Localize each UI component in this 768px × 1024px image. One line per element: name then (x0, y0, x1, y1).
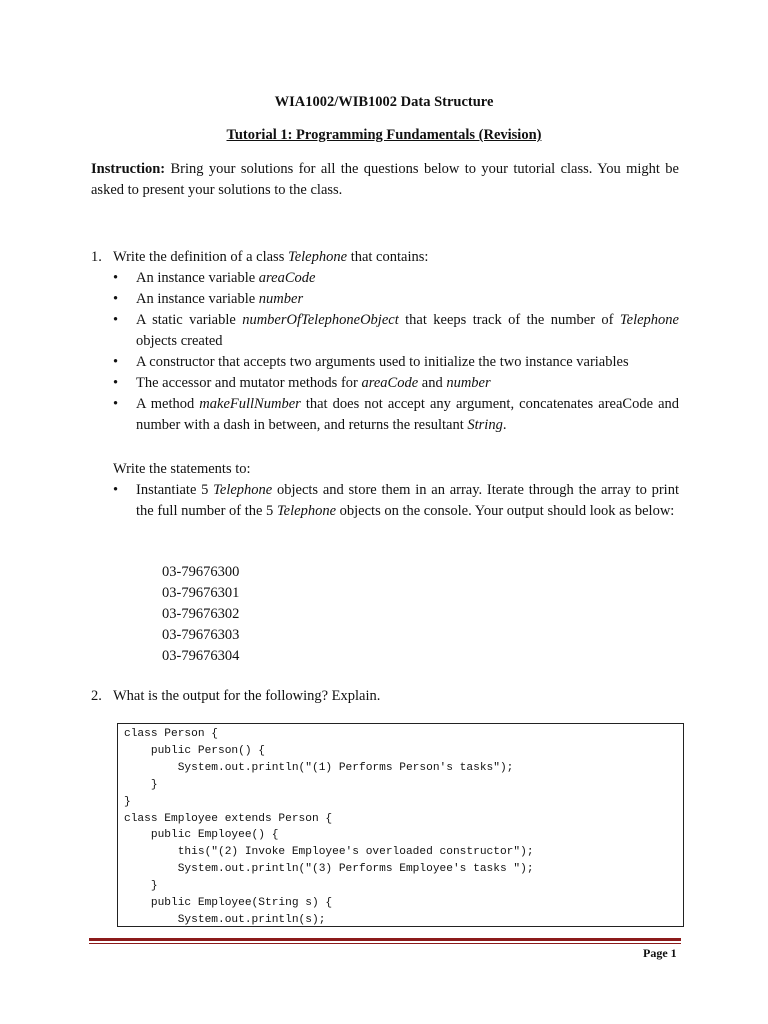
bullet-icon: • (113, 482, 119, 498)
bullet-icon: • (113, 312, 119, 328)
item-emphasis: Telephone (276, 503, 337, 519)
list-item (113, 480, 679, 522)
instruction-text: Bring your solutions for all the questions below to your tutorial class. You might be asked to present your solutions to the class. (91, 161, 679, 198)
item-emphasis: Telephone (213, 482, 273, 498)
statements-heading: Write the statements to: (113, 461, 251, 477)
item-text: that keeps track of the number of (398, 312, 620, 328)
course-title: WIA1002/WIB1002 Data Structure (274, 94, 494, 110)
item-text: and (418, 375, 447, 391)
list-item (113, 310, 679, 352)
item-text: objects and store them in an array. Iterate through the array to print the full number of the 5 (136, 482, 679, 519)
item-text: Instantiate 5 (136, 482, 214, 498)
list-item (113, 394, 679, 436)
code-line: System.out.println("(1) Performs Person's tasks"); (124, 761, 514, 774)
code-line: public Person() { (124, 744, 265, 757)
item-emphasis: numberOfTelephoneObject (242, 312, 399, 328)
item-text: A static variable (136, 312, 243, 328)
item-emphasis: areaCode (361, 375, 419, 391)
question-1-prefix: Write the definition of a class (113, 249, 288, 265)
bullet-icon: • (113, 354, 119, 370)
item-emphasis: areaCode (258, 270, 316, 286)
question-1-suffix: that contains: (347, 249, 429, 265)
bullet-icon: • (113, 375, 119, 391)
item-text: that does not accept any argument, concatenates areaCode and number with a dash in between, and returns the resultant (136, 396, 680, 433)
tutorial-title: Tutorial 1: Programming Fundamentals (Revision) (226, 127, 542, 143)
code-line: } (124, 880, 158, 893)
code-line: public Employee() { (124, 829, 279, 842)
item-emphasis: number (446, 375, 491, 391)
output-line: 03-79676300 (162, 564, 240, 580)
output-line: 03-79676303 (162, 627, 240, 643)
item-text: . (502, 417, 507, 433)
code-line: public Employee(String s) { (124, 897, 333, 910)
code-line: } (124, 795, 131, 808)
code-line: System.out.println(s); (124, 913, 326, 926)
code-line: class Employee extends Person { (124, 812, 333, 825)
code-block (117, 723, 684, 927)
footer-rule-thick (89, 938, 681, 941)
question-2-number: 2. (91, 688, 102, 704)
item-emphasis: String (467, 417, 503, 433)
output-line: 03-79676304 (162, 648, 240, 664)
code-line: class Person { (124, 728, 218, 740)
code-line: } (124, 778, 158, 791)
expected-output-list (162, 562, 239, 667)
code-line: this("(2) Invoke Employee's overloaded constructor"); (124, 846, 534, 859)
output-line: 03-79676302 (162, 606, 240, 622)
question-1-number: 1. (91, 249, 102, 265)
bullet-icon: • (113, 396, 119, 412)
item-text: An instance variable (136, 270, 259, 286)
item-text: A method (136, 396, 200, 412)
list-item (113, 268, 679, 289)
item-emphasis: number (258, 291, 304, 307)
item-text: A constructor that accepts two arguments used to initialize the two instance variables (136, 354, 629, 370)
item-emphasis: makeFullNumber (199, 396, 301, 412)
list-item (113, 289, 679, 310)
list-item (113, 352, 679, 373)
statements-list (113, 480, 679, 522)
code-line: System.out.println("(3) Performs Employee's tasks "); (124, 863, 534, 876)
page-number: Page 1 (643, 946, 677, 960)
bullet-icon: • (113, 291, 119, 307)
question-1-heading (91, 247, 428, 268)
question-1-requirements-list (113, 268, 679, 436)
item-text: objects created (136, 333, 223, 349)
question-2-text: What is the output for the following? Explain. (113, 688, 381, 704)
question-2-heading (91, 686, 380, 707)
instruction-paragraph (91, 159, 679, 201)
output-line: 03-79676301 (162, 585, 240, 601)
footer-rule-thin (89, 943, 681, 944)
item-text: An instance variable (136, 291, 259, 307)
list-item (113, 373, 679, 394)
item-emphasis: Telephone (619, 312, 679, 328)
bullet-icon: • (113, 270, 119, 286)
item-text: objects on the console. Your output should look as below: (336, 503, 675, 519)
item-text: The accessor and mutator methods for (136, 375, 362, 391)
instruction-label: Instruction: (91, 161, 166, 177)
question-1-class-name: Telephone (287, 249, 348, 265)
